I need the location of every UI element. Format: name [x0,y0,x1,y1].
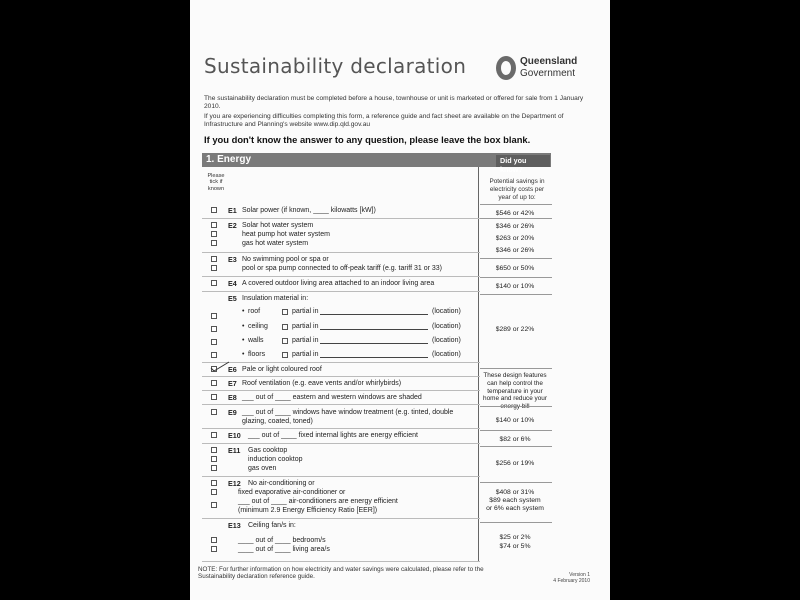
savings-divider [480,368,552,369]
text-e11-3: gas oven [248,465,277,472]
logo-line-1: Queensland [520,56,578,67]
version-number: Version 1 [569,572,590,578]
savings-divider [480,446,552,447]
saving-e10: $82 or 6% [499,436,531,443]
savings-divider [480,522,552,523]
text-e2-1: Solar hot water system [242,222,314,229]
intro-paragraph-2: If you are experiencing difficulties completing this form, a reference guide and fact sheet are available on the Department of Infrastructure and Planning's website www.dip.qld.gov.au [204,113,564,129]
checkbox-e11-gas-oven[interactable] [211,465,217,471]
area-roof: roof [248,308,261,315]
checkbox-e5-floors[interactable] [211,352,217,358]
code-e9: E9 [228,408,237,417]
saving-e3: $650 or 50% [495,265,535,272]
row-divider [202,390,480,391]
text-e2-2: heat pump hot water system [242,231,330,238]
partial-label: partial in [292,308,319,315]
text-e12-4: (minimum 2.9 Energy Efficiency Ratio [EER]) [238,507,378,514]
version-date: 4 February 2010 [553,578,590,584]
row-divider [202,291,480,292]
checkbox-e2-solar[interactable] [211,222,217,228]
row-divider [202,518,480,519]
text-e12-1: No air-conditioning or [248,480,315,487]
partial-label: partial in [292,337,319,344]
checkbox-e5-walls[interactable] [211,339,217,345]
row-divider [202,218,480,219]
row-divider [202,404,480,405]
code-e3: E3 [228,255,237,264]
form-page [190,0,610,600]
saving-e11: $256 or 19% [495,460,535,467]
footnote: NOTE: For further information on how electricity and water savings were calculated, please refer to the Sustainability declaration reference guide. [198,566,484,581]
partial-checkbox-walls[interactable] [282,338,288,344]
code-e5: E5 [228,294,237,303]
checkbox-e13-bedrooms[interactable] [211,537,217,543]
checkbox-e5-ceiling[interactable] [211,326,217,332]
checkbox-e10[interactable] [211,432,217,438]
savings-divider [480,294,552,295]
text-e11-2: induction cooktop [248,456,303,463]
checkbox-e5-roof[interactable] [211,313,217,319]
text-e3-2: pool or spa pump connected to off-peak tariff (e.g. tariff 31 or 33) [242,265,443,272]
checkbox-e12-evaporative[interactable] [211,489,217,495]
row-divider [202,443,480,444]
checkbox-e13-living[interactable] [211,546,217,552]
code-e12: E12 [228,479,241,488]
savings-divider [480,258,552,259]
saving-e4: $140 or 10% [495,283,535,290]
text-e3-1: No swimming pool or spa or [242,256,329,263]
text-e2-3: gas hot water system [242,240,309,247]
savings-divider [480,218,552,219]
version-info [530,572,590,584]
row-divider [202,362,480,363]
checkbox-e11-induction[interactable] [211,456,217,462]
area-ceiling: ceiling [248,323,268,330]
text-e10: ___ out of ____ fixed internal lights are energy efficient [248,432,418,439]
code-e13: E13 [228,521,241,530]
insulation-row-roof: • roof partial in (location) [242,308,461,315]
location-label: (location) [432,323,461,330]
checkbox-e11-gas-cooktop[interactable] [211,447,217,453]
row-divider [202,376,480,377]
text-e13-1: ____ out of ____ bedroom/s [238,537,326,544]
crest-icon [496,56,516,80]
insulation-row-walls: • walls partial in (location) [242,337,461,344]
area-floors: floors [248,351,266,358]
design-features-note: These design features can help control the temperature in your home and reduce your [483,372,547,403]
savings-divider [480,277,552,278]
saving-e12-1: $408 or 31% [495,489,535,496]
code-e2: E2 [228,221,237,230]
text-e11-1: Gas cooktop [248,447,288,454]
row-divider [202,252,480,253]
intro-paragraph-1: The sustainability declaration must be completed before a house, townhouse or unit is marketed or offered for sale from 1 January 2010. [204,95,584,111]
code-e8: E8 [228,393,237,402]
saving-e9: $140 or 10% [495,417,535,424]
row-divider [202,476,480,477]
row-divider [202,428,480,429]
text-e13-2: ____ out of ____ living area/s [238,546,330,553]
location-label: (location) [432,351,461,358]
location-field-walls[interactable] [320,343,428,344]
location-field-floors[interactable] [320,357,428,358]
text-e8: ___ out of ____ eastern and western windows are shaded [242,394,422,401]
partial-label: partial in [292,351,319,358]
saving-e2-2: $263 or 20% [495,235,535,242]
saving-e2-3: $346 or 26% [495,247,535,254]
code-e10: E10 [228,431,241,440]
text-e5: Insulation material in: [242,295,309,302]
checkbox-e2-gas[interactable] [211,240,217,246]
checkbox-e3-pump[interactable] [211,265,217,271]
page-title: Sustainability declaration [204,54,467,78]
partial-checkbox-roof[interactable] [282,309,288,315]
row-divider [202,561,480,562]
government-logo [496,54,606,86]
insulation-row-floors: • floors partial in (location) [242,351,461,358]
checkbox-e1[interactable] [211,207,217,213]
savings-divider [480,482,552,483]
code-e6: E6 [228,365,237,374]
text-e6: Pale or light coloured roof [242,366,322,373]
did-you-know-label: Did you know? [500,156,527,174]
savings-divider [480,204,552,205]
saving-e5: $289 or 22% [495,326,535,333]
savings-divider [480,406,552,407]
location-label: (location) [432,308,461,315]
location-label: (location) [432,337,461,344]
text-e1: Solar power (if known, ____ kilowatts [kW]) [242,207,376,214]
area-walls: walls [248,337,264,344]
savings-column-header: Potential savings in electricity costs per year of up to: [489,178,545,201]
text-e13: Ceiling fan/s in: [248,522,296,529]
saving-e13-2: $74 or 5% [499,543,531,550]
text-e12-2: fixed evaporative air-conditioner or [238,489,346,496]
checkbox-e12-none[interactable] [211,480,217,486]
did-you-know-header [496,155,550,174]
saving-e1: $546 or 42% [495,210,535,217]
checkbox-e3-no-pool[interactable] [211,256,217,262]
saving-e12-2: $89 each system [489,497,541,504]
code-e11: E11 [228,446,241,455]
tick-column-header: Please tick if known [207,173,225,192]
checkbox-e12-efficient[interactable] [211,502,217,508]
code-e7: E7 [228,379,237,388]
saving-e13-1: $25 or 2% [499,534,531,541]
code-e1: E1 [228,206,237,215]
text-e12-3: ___ out of ____ air-conditioners are energy efficient [238,498,398,505]
partial-label: partial in [292,323,319,330]
checkbox-e8[interactable] [211,394,217,400]
checkbox-e2-heat-pump[interactable] [211,231,217,237]
checkbox-e4[interactable] [211,280,217,286]
checkbox-e7[interactable] [211,380,217,386]
partial-checkbox-floors[interactable] [282,352,288,358]
text-e7: Roof ventilation (e.g. eave vents and/or whirlybirds) [242,380,402,387]
saving-e2-1: $346 or 26% [495,223,535,230]
savings-divider [480,430,552,431]
text-e9-1: ___ out of ____ windows have window treatment (e.g. tinted, double [242,409,454,416]
instruction-text: If you don't know the answer to any question, please leave the box blank. [204,134,531,145]
logo-line-2: Government [520,68,576,79]
code-e4: E4 [228,279,237,288]
tick-mark-icon [209,361,231,373]
section-title: 1. Energy [206,154,252,165]
checkbox-e9[interactable] [211,409,217,415]
text-e9-2: glazing, coated, toned) [242,418,313,425]
partial-checkbox-ceiling[interactable] [282,324,288,330]
location-field-roof[interactable] [320,314,428,315]
text-e4: A covered outdoor living area attached to an indoor living area [242,280,435,287]
row-divider [202,276,480,277]
location-field-ceiling[interactable] [320,329,428,330]
saving-e12-3: or 6% each system [486,505,544,512]
insulation-row-ceiling: • ceiling partial in (location) [242,323,461,330]
